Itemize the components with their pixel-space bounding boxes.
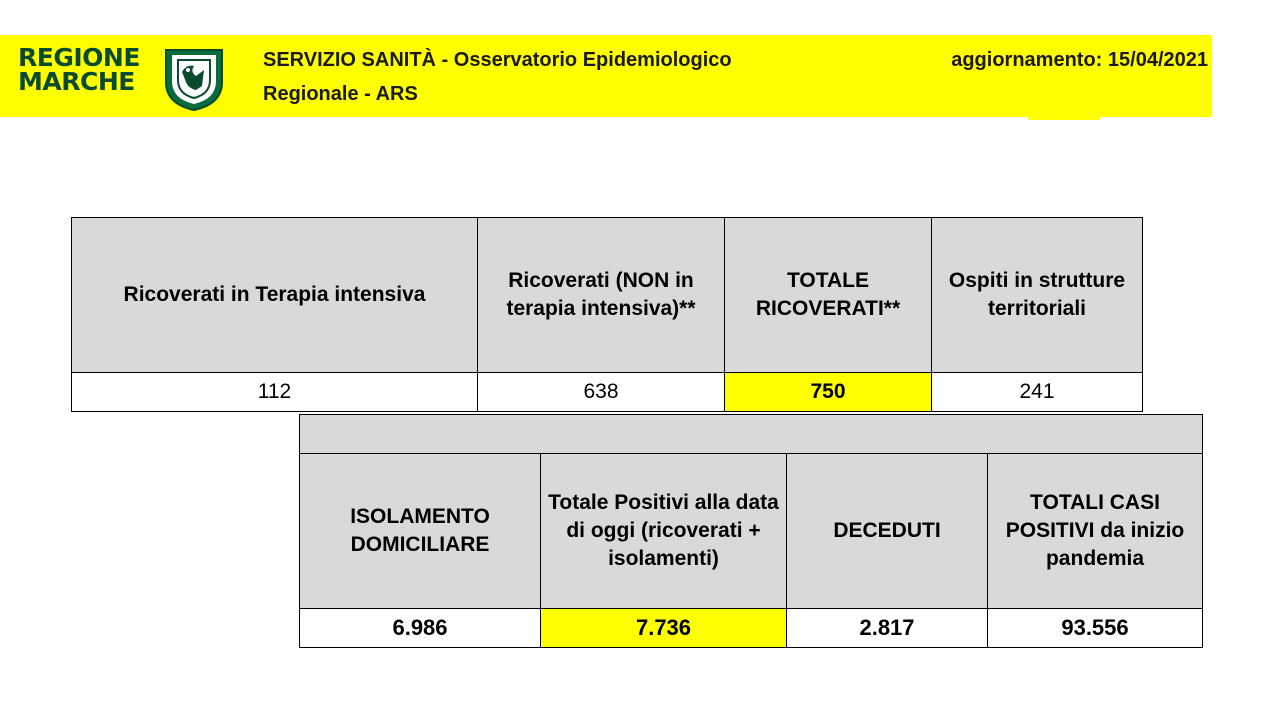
- header-deceased: DECEDUTI: [787, 454, 988, 609]
- header-total-hospitalized: TOTALE RICOVERATI**: [725, 218, 932, 373]
- header-title-line-2: Regionale - ARS: [263, 83, 418, 105]
- regione-marche-emblem-icon: [160, 46, 228, 112]
- logo-line-1: REGIONE: [18, 43, 140, 72]
- value-deceased: 2.817: [787, 609, 988, 648]
- logo-line-2: MARCHE: [18, 67, 135, 96]
- update-date: aggiornamento: 15/04/2021: [951, 49, 1208, 71]
- header-territorial-facilities: Ospiti in strutture territoriali: [932, 218, 1143, 373]
- spacer-cell: [300, 415, 1203, 454]
- header-icu-patients: Ricoverati in Terapia intensiva: [72, 218, 478, 373]
- header-home-isolation: ISOLAMENTO DOMICILIARE: [300, 454, 541, 609]
- header-title: [263, 43, 732, 111]
- table-header-row: [300, 454, 1203, 609]
- table-header-row: [72, 218, 1143, 373]
- value-total-cases: 93.556: [988, 609, 1203, 648]
- header-total-cases: TOTALI CASI POSITIVI da inizio pandemia: [988, 454, 1203, 609]
- value-total-hospitalized: 750: [725, 373, 932, 412]
- value-current-positives: 7.736: [541, 609, 787, 648]
- table-spacer-row: [300, 415, 1203, 454]
- cases-table: [299, 414, 1203, 648]
- header-band-tab: [1028, 117, 1100, 120]
- hospitalization-table: [71, 217, 1143, 412]
- header-current-positives: Totale Positivi alla data di oggi (ricoverati + isolamenti): [541, 454, 787, 609]
- value-home-isolation: 6.986: [300, 609, 541, 648]
- header-title-line-1: SERVIZIO SANITÀ - Osservatorio Epidemiologico: [263, 49, 732, 71]
- table-row: [300, 609, 1203, 648]
- value-territorial-facilities: 241: [932, 373, 1143, 412]
- table-row: [72, 373, 1143, 412]
- header-non-icu-patients: Ricoverati (NON in terapia intensiva)**: [478, 218, 725, 373]
- logo-text: [18, 43, 140, 96]
- regione-marche-logo: [18, 43, 233, 112]
- value-non-icu-patients: 638: [478, 373, 725, 412]
- value-icu-patients: 112: [72, 373, 478, 412]
